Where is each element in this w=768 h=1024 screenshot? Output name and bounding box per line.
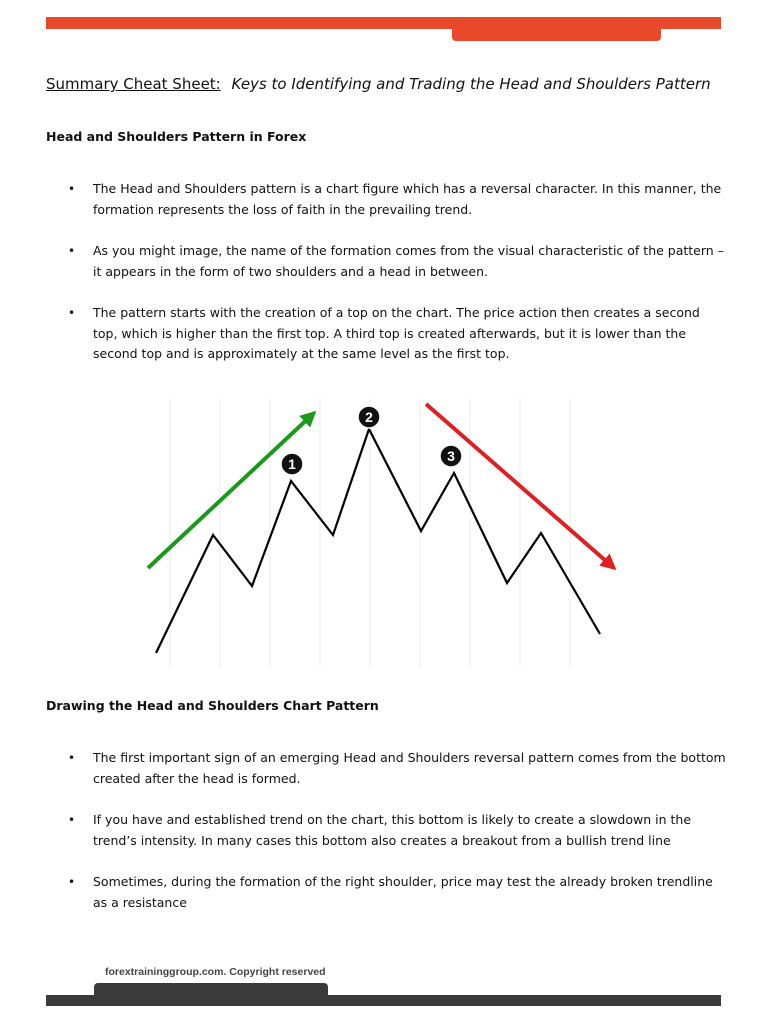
title-main: Summary Cheat Sheet: — [46, 75, 221, 93]
uptrend-arrow — [148, 413, 314, 568]
bullet-text: Sometimes, during the formation of the right shoulder, price may test the already broken trendline as a resistance — [93, 874, 713, 910]
title-subtitle: Keys to Identifying and Trading the Head and Shoulders Pattern — [231, 75, 711, 93]
list-item — [46, 179, 726, 220]
marker-2-label: 2 — [365, 409, 373, 425]
marker-1-label: 1 — [288, 456, 296, 472]
list-item — [46, 872, 726, 913]
list-item — [46, 303, 726, 365]
marker-3 — [440, 445, 462, 467]
bullet-dot: • — [68, 813, 76, 827]
bullet-text: The pattern starts with the creation of a top on the chart. The price action then creates a second top, which is higher than the first top. A third top is created afterwards, but it is lower than the second top and is approximately at the same level as the first top. — [93, 305, 700, 361]
price-line — [156, 429, 600, 653]
marker-3-label: 3 — [447, 448, 455, 464]
bullet-dot: • — [68, 244, 76, 258]
list-item — [46, 241, 726, 282]
list-item — [46, 748, 726, 789]
marker-2 — [358, 406, 380, 428]
bullet-text: The first important sign of an emerging Head and Shoulders reversal pattern comes from the bottom created after the head is formed. — [93, 750, 726, 786]
footer-copyright: forextraininggroup.com. Copyright reserved — [105, 966, 326, 978]
bullet-dot: • — [68, 875, 76, 889]
footer-bar — [46, 995, 721, 1006]
head-and-shoulders-diagram — [140, 378, 630, 678]
bullet-text: The Head and Shoulders pattern is a chart figure which has a reversal character. In this manner, the formation represents the loss of faith in the prevailing trend. — [93, 181, 722, 217]
section2-bullet-list — [46, 748, 726, 934]
section-heading-pattern-in-forex: Head and Shoulders Pattern in Forex — [46, 129, 307, 144]
bullet-dot: • — [68, 751, 76, 765]
section-heading-drawing-pattern: Drawing the Head and Shoulders Chart Pattern — [46, 698, 379, 713]
section1-bullet-list — [46, 179, 726, 386]
bullet-dot: • — [68, 182, 76, 196]
list-item — [46, 810, 726, 851]
marker-1 — [281, 453, 303, 475]
bullet-dot: • — [68, 306, 76, 320]
header-accent-tab — [452, 28, 661, 41]
page-title — [46, 75, 711, 93]
bullet-text: If you have and established trend on the chart, this bottom is likely to create a slowdown in the trend’s intensity. In many cases this bottom also creates a breakout from a bullish trend line — [93, 812, 692, 848]
bullet-text: As you might image, the name of the formation comes from the visual characteristic of the pattern – it appears in the form of two shoulders and a head in between. — [93, 243, 724, 279]
background-gridlines — [170, 398, 570, 668]
